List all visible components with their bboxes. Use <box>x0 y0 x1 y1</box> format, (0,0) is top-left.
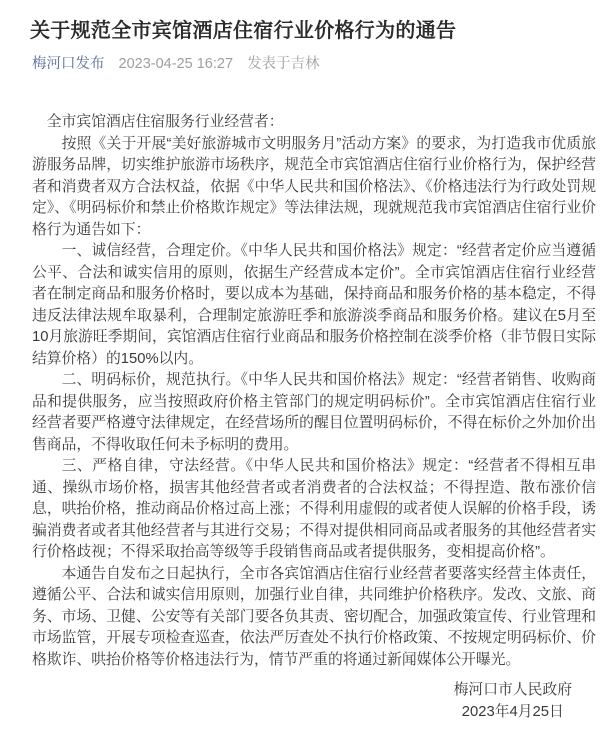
signature-date: 2023年4月25日 <box>461 703 564 720</box>
signature-block <box>32 680 596 723</box>
salutation: 全市宾馆酒店住宿服务行业经营者： <box>46 114 284 130</box>
notice-paragraph-intro: 按照《关于开展“美好旅游城市文明服务月”活动方案》的要求，为打造我市优质旅游服务品牌，切实维护旅游市场秩序，规范全市宾馆酒店住宿行业价格行为，保护经营者和消费者双方合法权益，依据《中华人民共和国价格法》、《价格违法行为行政处罚规定》、《明码标价和禁止价格欺诈规定》等法律法规，现就规范我市宾馆酒店住宿行业价格行为通告如下： <box>32 135 596 238</box>
publish-datetime: 2023-04-25 16:27 <box>118 56 234 72</box>
notice-paragraph-item1: 一、诚信经营，合理定价。《中华人民共和国价格法》规定：“经营者定价应当遵循公平、合法和诚实信用的原则，依据生产经营成本定价”。全市宾馆酒店住宿行业经营者在制定商品和服务价格时，要以成本为基础，保持商品和服务价格的基本稳定，不得违反法律法规牟取暴利，合理制定旅游旺季和旅游淡季商品和服务价格。建议在5月至10月旅游旺季期间，宾馆酒店住宿行业商品和服务价格控制在淡季价格（非节假日实际结算价格）的150%以内。 <box>32 243 596 367</box>
notice-paragraph-item2: 二、明码标价，规范执行。《中华人民共和国价格法》规定：“经营者销售、收购商品和提供服务，应当按照政府价格主管部门的规定明码标价”。全市宾馆酒店住宿行业经营者要严格遵守法律规定，在经营场所的醒目位置明码标价，不得在标价之外加价出售商品，不得收取任何未予标明的费用。 <box>32 372 596 453</box>
page-title: 关于规范全市宾馆酒店住宿行业价格行为的通告 <box>30 20 457 42</box>
publish-location: 发表于吉林 <box>247 56 320 72</box>
notice-paragraph-item3: 三、严格自律，守法经营。《中华人民共和国价格法》规定：“经营者不得相互串通、操纵市场价格，损害其他经营者或者消费者的合法权益；不得捏造、散布涨价信息，哄抬价格，推动商品价格过高上涨；不得利用虚假的或者使人误解的价格手段，诱骗消费者或者其他经营者与其进行交易；不得对提供相同商品或者服务的其他经营者实行价格歧视；不得采取抬高等级等手段销售商品或者提供服务，变相提高价格”。 <box>32 458 596 560</box>
article-meta <box>32 55 570 74</box>
notice-body <box>0 112 600 723</box>
signature-issuer: 梅河口市人民政府 <box>453 682 572 698</box>
notice-paragraph-closing: 本通告自发布之日起执行，全市各宾馆酒店住宿行业经营者要落实经营主体责任，遵循公平、合法和诚实信用原则，加强行业自律，共同维护价格秩序。发改、文旅、商务、市场、卫健、公安等有关部门要各负其责、密切配合，加强政策宣传、行业管理和市场监管，开展专项检查巡查，依法严厉查处不执行价格政策、不按规定明码标价、价格欺诈、哄抬价格等价格违法行为，情节严重的将通过新闻媒体公开曝光。 <box>32 565 596 668</box>
publisher-account-link[interactable]: 梅河口发布 <box>32 56 105 72</box>
